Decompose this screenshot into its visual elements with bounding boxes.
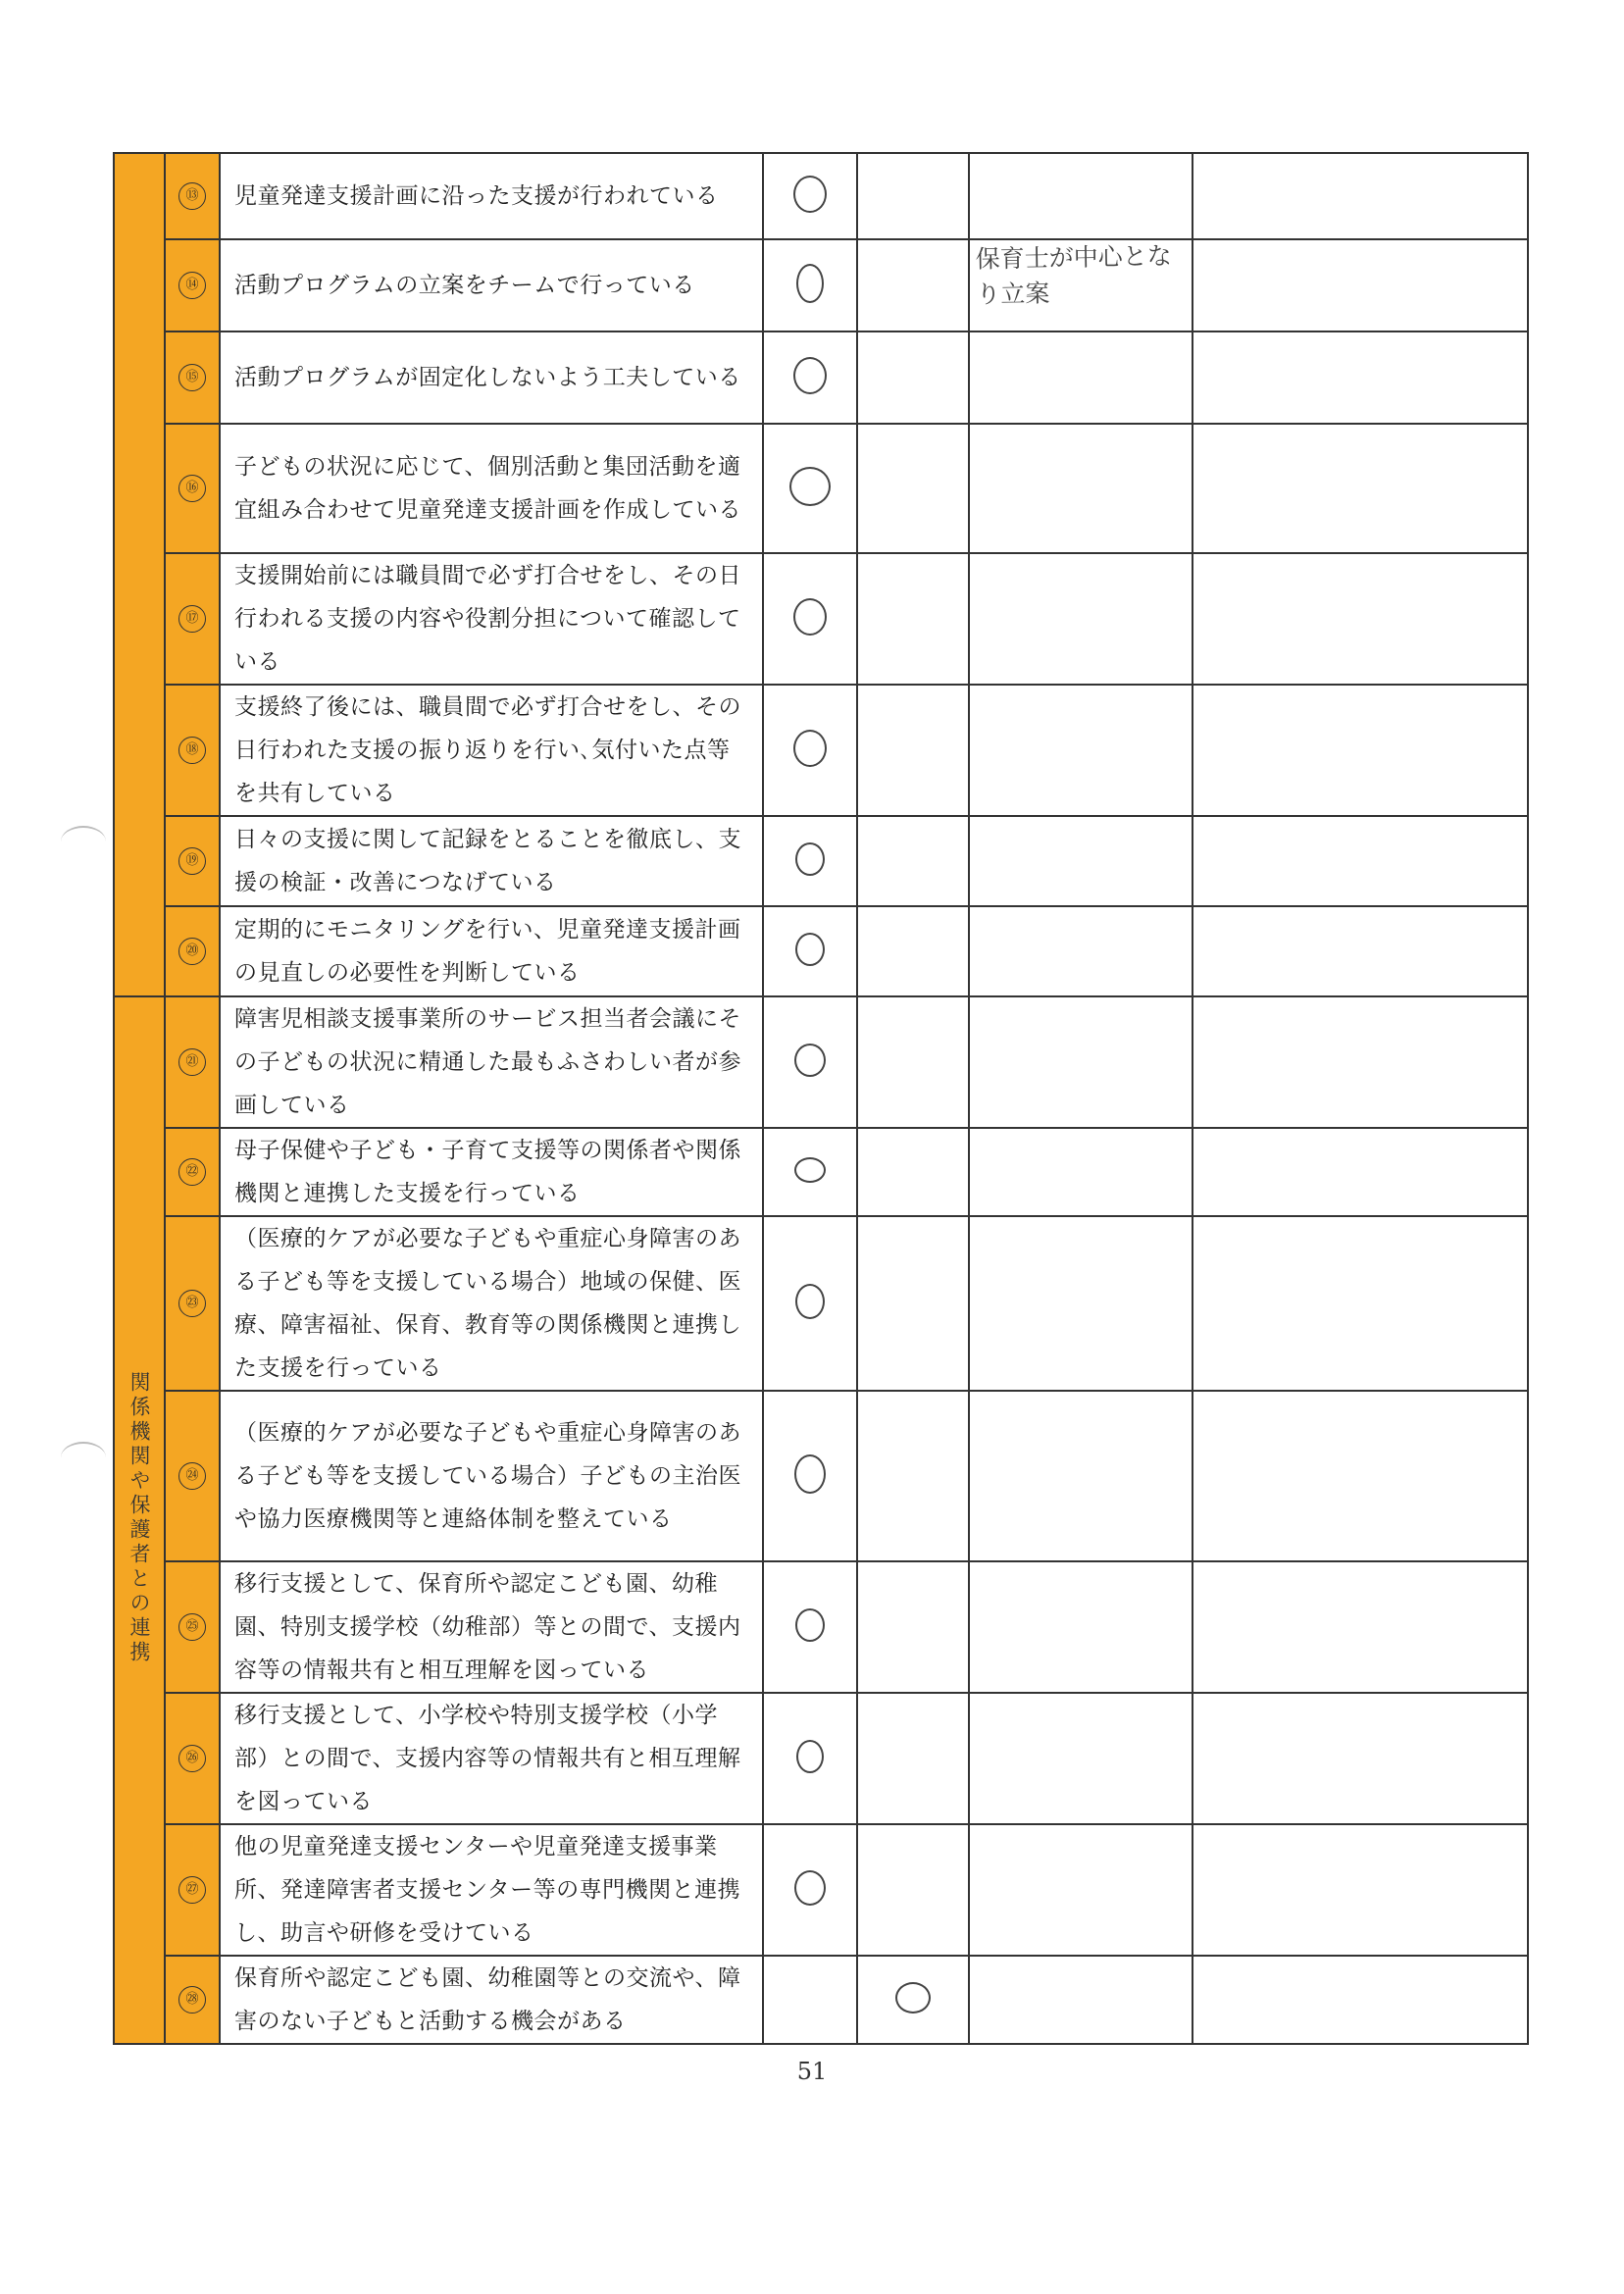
table-row (114, 153, 1528, 239)
table-row (114, 1391, 1528, 1561)
circle-mark (793, 176, 827, 213)
circle-mark (795, 1284, 825, 1319)
yes-cell[interactable] (763, 553, 857, 685)
handwritten-note: 保育士が中心となり立案 (975, 241, 1172, 309)
yes-cell[interactable] (763, 1824, 857, 1956)
yes-cell[interactable] (763, 906, 857, 996)
item-number-cell: ⑭ (165, 239, 220, 331)
circle-mark (795, 842, 825, 876)
table-row (114, 239, 1528, 331)
improvement-cell[interactable] (969, 1824, 1193, 1956)
item-number-cell: ⑱ (165, 685, 220, 816)
improvement-cell[interactable] (969, 239, 1193, 331)
item-number-cell: ㉕ (165, 1561, 220, 1693)
yes-cell[interactable] (763, 1216, 857, 1391)
improvement-cell[interactable] (969, 153, 1193, 239)
table-row (114, 816, 1528, 906)
item-number-cell: ㉔ (165, 1391, 220, 1561)
yes-cell[interactable] (763, 1391, 857, 1561)
table-row (114, 996, 1528, 1128)
item-text: 子どもの状況に応じて、個別活動と集団活動を適宜組み合わせて児童発達支援計画を作成している (220, 424, 763, 553)
item-text: 日々の支援に関して記録をとることを徹底し、支援の検証・改善につなげている (220, 816, 763, 906)
circle-mark (793, 357, 827, 394)
table-row (114, 331, 1528, 424)
plan-cell[interactable] (1193, 906, 1528, 996)
no-cell[interactable] (857, 1561, 969, 1693)
item-number-cell: ㉖ (165, 1693, 220, 1824)
item-text: 児童発達支援計画に沿った支援が行われている (220, 153, 763, 239)
no-cell[interactable] (857, 1824, 969, 1956)
plan-cell[interactable] (1193, 1693, 1528, 1824)
item-text: 支援開始前には職員間で必ず打合せをし、その日行われる支援の内容や役割分担について確認している (220, 553, 763, 685)
table-row (114, 685, 1528, 816)
yes-cell[interactable] (763, 331, 857, 424)
table-row (114, 1824, 1528, 1956)
item-number-cell: ㉓ (165, 1216, 220, 1391)
yes-cell[interactable] (763, 685, 857, 816)
item-number-cell: ㉗ (165, 1824, 220, 1956)
table-row (114, 1693, 1528, 1824)
plan-cell[interactable] (1193, 1824, 1528, 1956)
yes-cell[interactable] (763, 1693, 857, 1824)
item-text: （医療的ケアが必要な子どもや重症心身障害のある子ども等を支援している場合）子どもの主治医や協力医療機関等と連絡体制を整えている (220, 1391, 763, 1561)
improvement-cell[interactable] (969, 906, 1193, 996)
circle-mark (789, 467, 831, 506)
item-text: 障害児相談支援事業所のサービス担当者会議にその子どもの状況に精通した最もふさわしい者が参画している (220, 996, 763, 1128)
yes-cell[interactable] (763, 1956, 857, 2044)
item-number-cell: ㉘ (165, 1956, 220, 2044)
category-label: 関係機関や保護者との連携 (127, 1371, 151, 1665)
no-cell[interactable] (857, 239, 969, 331)
item-text: 移行支援として、保育所や認定こども園、幼稚園、特別支援学校（幼稚部）等との間で、支援内容等の情報共有と相互理解を図っている (220, 1561, 763, 1693)
yes-cell[interactable] (763, 816, 857, 906)
no-cell[interactable] (857, 424, 969, 553)
no-cell[interactable] (857, 816, 969, 906)
improvement-cell[interactable] (969, 816, 1193, 906)
yes-cell[interactable] (763, 1561, 857, 1693)
item-text: 活動プログラムが固定化しないよう工夫している (220, 331, 763, 424)
plan-cell[interactable] (1193, 685, 1528, 816)
improvement-cell[interactable] (969, 996, 1193, 1128)
category-cell-collaboration (114, 996, 165, 2044)
no-cell[interactable] (857, 1128, 969, 1216)
item-number-cell: ㉑ (165, 996, 220, 1128)
no-cell[interactable] (857, 553, 969, 685)
plan-cell[interactable] (1193, 331, 1528, 424)
plan-cell[interactable] (1193, 996, 1528, 1128)
item-text: 他の児童発達支援センターや児童発達支援事業所、発達障害者支援センター等の専門機関と連携し、助言や研修を受けている (220, 1824, 763, 1956)
category-cell-prior-section (114, 153, 165, 996)
improvement-cell[interactable] (969, 1693, 1193, 1824)
plan-cell[interactable] (1193, 153, 1528, 239)
improvement-cell[interactable] (969, 1391, 1193, 1561)
table-row (114, 1956, 1528, 2044)
circle-mark (793, 598, 827, 636)
no-cell[interactable] (857, 331, 969, 424)
table-row (114, 906, 1528, 996)
item-number-cell: ⑮ (165, 331, 220, 424)
page-number: 51 (796, 2058, 828, 2085)
plan-cell[interactable] (1193, 1128, 1528, 1216)
table-row (114, 424, 1528, 553)
circle-mark (794, 1044, 826, 1077)
item-number-cell: ⑬ (165, 153, 220, 239)
no-cell[interactable] (857, 1391, 969, 1561)
item-text: 母子保健や子ども・子育て支援等の関係者や関係機関と連携した支援を行っている (220, 1128, 763, 1216)
table-row (114, 553, 1528, 685)
item-text: 活動プログラムの立案をチームで行っている (220, 239, 763, 331)
improvement-cell[interactable] (969, 424, 1193, 553)
item-text: 定期的にモニタリングを行い、児童発達支援計画の見直しの必要性を判断している (220, 906, 763, 996)
circle-mark (796, 264, 824, 303)
improvement-cell[interactable] (969, 1956, 1193, 2044)
item-number-cell: ㉒ (165, 1128, 220, 1216)
item-number-cell: ⑲ (165, 816, 220, 906)
circle-mark (795, 1608, 825, 1642)
circle-mark (793, 730, 827, 767)
item-number-cell: ⑳ (165, 906, 220, 996)
item-text: 移行支援として、小学校や特別支援学校（小学部）との間で、支援内容等の情報共有と相互理解を図っている (220, 1693, 763, 1824)
punch-hole-top (61, 826, 106, 857)
evaluation-table-sheet (113, 152, 1505, 2045)
circle-mark (796, 1740, 824, 1773)
item-text: （医療的ケアが必要な子どもや重症心身障害のある子ども等を支援している場合）地域の保健、医療、障害福祉、保育、教育等の関係機関と連携した支援を行っている (220, 1216, 763, 1391)
item-number-cell: ⑯ (165, 424, 220, 553)
improvement-cell[interactable] (969, 331, 1193, 424)
evaluation-table (113, 152, 1529, 2045)
plan-cell[interactable] (1193, 1561, 1528, 1693)
no-cell[interactable] (857, 1693, 969, 1824)
yes-cell[interactable] (763, 239, 857, 331)
no-cell[interactable] (857, 996, 969, 1128)
circle-mark (895, 1982, 931, 2014)
punch-hole-bottom (61, 1442, 106, 1473)
no-cell[interactable] (857, 1956, 969, 2044)
no-cell[interactable] (857, 1216, 969, 1391)
item-text: 支援終了後には、職員間で必ず打合せをし、その日行われた支援の振り返りを行い､気付いた点等を共有している (220, 685, 763, 816)
table-row (114, 1216, 1528, 1391)
yes-cell[interactable] (763, 424, 857, 553)
table-row (114, 1128, 1528, 1216)
circle-mark (794, 1157, 826, 1183)
circle-mark (794, 1454, 826, 1494)
improvement-cell[interactable] (969, 1128, 1193, 1216)
plan-cell[interactable] (1193, 1216, 1528, 1391)
item-text: 保育所や認定こども園、幼稚園等との交流や、障害のない子どもと活動する機会がある (220, 1956, 763, 2044)
improvement-cell[interactable] (969, 1561, 1193, 1693)
yes-cell[interactable] (763, 1128, 857, 1216)
improvement-cell[interactable] (969, 553, 1193, 685)
yes-cell[interactable] (763, 153, 857, 239)
plan-cell[interactable] (1193, 239, 1528, 331)
improvement-cell[interactable] (969, 1216, 1193, 1391)
table-row (114, 1561, 1528, 1693)
circle-mark (794, 1870, 826, 1906)
plan-cell[interactable] (1193, 1956, 1528, 2044)
yes-cell[interactable] (763, 996, 857, 1128)
item-number-cell: ⑰ (165, 553, 220, 685)
improvement-cell[interactable] (969, 685, 1193, 816)
no-cell[interactable] (857, 906, 969, 996)
plan-cell[interactable] (1193, 424, 1528, 553)
no-cell[interactable] (857, 685, 969, 816)
no-cell[interactable] (857, 153, 969, 239)
plan-cell[interactable] (1193, 1391, 1528, 1561)
plan-cell[interactable] (1193, 553, 1528, 685)
circle-mark (795, 933, 825, 966)
plan-cell[interactable] (1193, 816, 1528, 906)
